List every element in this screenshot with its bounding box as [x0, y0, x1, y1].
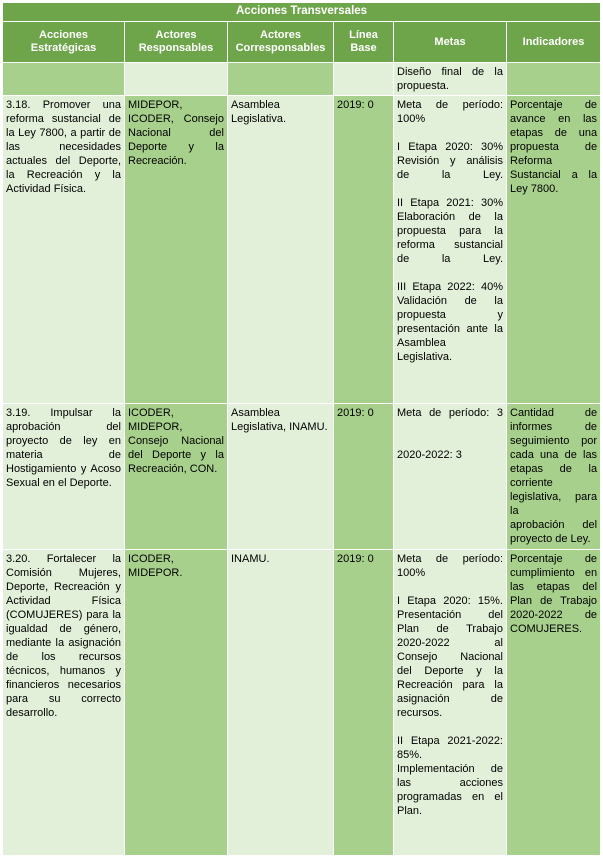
header-linea-base: Línea Base [334, 22, 394, 63]
cell-indicadores [507, 63, 601, 96]
table-title: Acciones Transversales [3, 3, 601, 22]
header-actores-corresponsables: Actores Corresponsables [228, 22, 334, 63]
table-row [3, 404, 601, 550]
cell-linea-base: 2019: 0 [334, 550, 394, 856]
cell-accion: 3.20. Fortalecer la Comisión Mujeres, Deporte, Recreación y Actividad Física (COMUJERES) para la igualdad de género, mediante la asignación de los recursos técnicos, humanos y financieros necesarios para su correcto desarrollo. [3, 550, 125, 856]
cell-corresponsables: INAMU. [228, 550, 334, 856]
table-row [3, 550, 601, 856]
cell-linea-base: 2019: 0 [334, 96, 394, 404]
cell-responsables: ICODER, MIDEPOR, Consejo Nacional del Deporte y la Recreación, CON. [125, 404, 228, 550]
cell-corresponsables: Asamblea Legislativa. [228, 96, 334, 404]
cell-indicadores: Porcentaje de avance en las etapas de una propuesta de Reforma Sustancial a la Ley 7800. [507, 96, 601, 404]
cell-metas: Meta de período: 100% I Etapa 2020: 15%. Presentación del Plan de Trabajo 2020-2022 al Consejo Nacional del Deporte y la Recreación para la asignación de recursos. II Etapa 2021-2022: 85%. Implementación de las acciones programadas en el Plan. [394, 550, 507, 856]
cell-responsables: ICODER, MIDEPOR. [125, 550, 228, 856]
cell-metas: Meta de período: 100% I Etapa 2020: 30% Revisión y análisis de la Ley. II Etapa 2021: 30% Elaboración de la propuesta para la reforma sustancial de la Ley. III Etapa 2022: 40% Validación de la propuesta y presentación ante la Asamblea Legislativa. [394, 96, 507, 404]
table-row [3, 96, 601, 404]
cell-accion: 3.18. Promover una reforma sustancial de la Ley 7800, a partir de las necesidades actuales del Deporte, la Recreación y la Actividad Física. [3, 96, 125, 404]
cell-indicadores: Cantidad de informes de seguimiento por cada una de las etapas de la corriente legislativa, para la aprobación del proyecto de Ley. [507, 404, 601, 550]
cell-linea-base [334, 63, 394, 96]
table-row-continuation [3, 63, 601, 96]
acciones-transversales-table [2, 2, 601, 856]
cell-accion: 3.19. Impulsar la aprobación del proyecto de ley en materia de Hostigamiento y Acoso Sexual en el Deporte. [3, 404, 125, 550]
cell-responsables: MIDEPOR, ICODER, Consejo Nacional del Deporte y la Recreación. [125, 96, 228, 404]
cell-responsables [125, 63, 228, 96]
header-actores-responsables: Actores Responsables [125, 22, 228, 63]
header-metas: Metas [394, 22, 507, 63]
header-acciones-estrategicas: Acciones Estratégicas [3, 22, 125, 63]
cell-indicadores: Porcentaje de cumplimiento en las etapas del Plan de Trabajo 2020-2022 de COMUJERES. [507, 550, 601, 856]
header-indicadores: Indicadores [507, 22, 601, 63]
cell-corresponsables: Asamblea Legislativa, INAMU. [228, 404, 334, 550]
cell-metas: Diseño final de la propuesta. [394, 63, 507, 96]
cell-linea-base: 2019: 0 [334, 404, 394, 550]
cell-corresponsables [228, 63, 334, 96]
cell-accion [3, 63, 125, 96]
cell-metas: Meta de período: 3 2020-2022: 3 [394, 404, 507, 550]
